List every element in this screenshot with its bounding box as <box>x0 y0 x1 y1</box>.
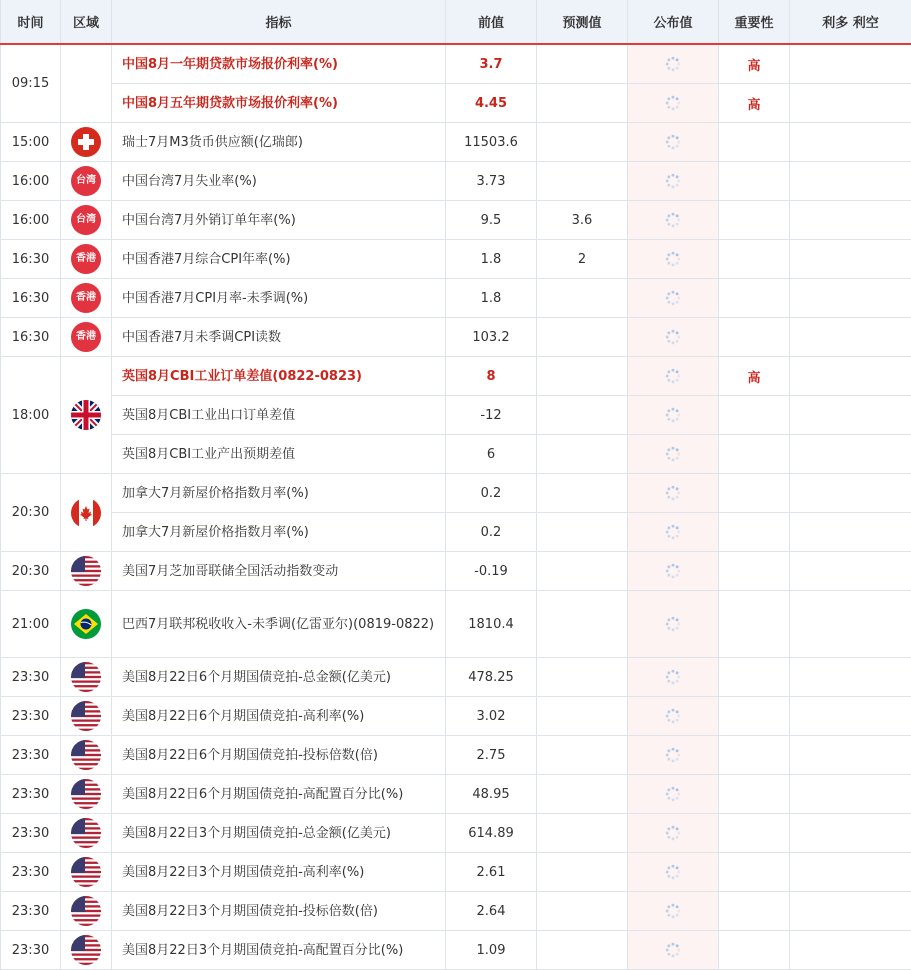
importance-cell <box>719 931 790 970</box>
header-indicator: 指标 <box>112 0 446 44</box>
forecast-cell: 3.6 <box>537 201 628 240</box>
table-row[interactable] <box>1 814 911 853</box>
importance-cell <box>719 814 790 853</box>
bullbear-cell <box>790 474 911 513</box>
bullbear-cell <box>790 513 911 552</box>
us-flag-icon <box>71 896 101 926</box>
region-cell <box>61 552 112 591</box>
importance-cell <box>719 279 790 318</box>
indicator-cell[interactable]: 中国台湾7月失业率(%) <box>112 162 446 201</box>
header-time: 时间 <box>1 0 61 44</box>
published-cell <box>628 513 719 552</box>
importance-cell <box>719 591 790 658</box>
forecast-cell <box>537 775 628 814</box>
importance-cell <box>719 240 790 279</box>
previous-cell: 11503.6 <box>446 123 537 162</box>
indicator-cell[interactable]: 中国台湾7月外销订单年率(%) <box>112 201 446 240</box>
previous-cell: 48.95 <box>446 775 537 814</box>
forecast-cell <box>537 931 628 970</box>
table-row[interactable] <box>1 697 911 736</box>
time-cell: 23:30 <box>1 775 61 814</box>
indicator-cell[interactable]: 中国香港7月CPI月率-未季调(%) <box>112 279 446 318</box>
indicator-cell[interactable]: 美国8月22日3个月期国债竞拍-总金额(亿美元) <box>112 814 446 853</box>
previous-cell: -12 <box>446 396 537 435</box>
bullbear-cell <box>790 318 911 357</box>
time-cell: 15:00 <box>1 123 61 162</box>
forecast-cell <box>537 697 628 736</box>
forecast-cell <box>537 892 628 931</box>
importance-cell <box>719 853 790 892</box>
importance-cell <box>719 162 790 201</box>
previous-cell: 1.09 <box>446 931 537 970</box>
forecast-cell <box>537 513 628 552</box>
time-cell: 23:30 <box>1 931 61 970</box>
loading-spinner-icon <box>664 445 682 463</box>
forecast-cell <box>537 474 628 513</box>
time-cell: 23:30 <box>1 736 61 775</box>
importance-cell <box>719 201 790 240</box>
published-cell <box>628 435 719 474</box>
loading-spinner-icon <box>664 562 682 580</box>
us-flag-icon <box>71 556 101 586</box>
canada-flag-icon <box>71 498 101 528</box>
importance-cell <box>719 513 790 552</box>
published-cell <box>628 318 719 357</box>
loading-spinner-icon <box>664 94 682 112</box>
loading-spinner-icon <box>664 328 682 346</box>
published-cell <box>628 44 719 84</box>
header-row <box>1 0 911 44</box>
table-row[interactable] <box>1 357 911 396</box>
us-flag-icon <box>71 818 101 848</box>
table-row[interactable] <box>1 658 911 697</box>
region-cell <box>61 697 112 736</box>
bullbear-cell <box>790 435 911 474</box>
loading-spinner-icon <box>664 941 682 959</box>
bullbear-cell <box>790 853 911 892</box>
header-published: 公布值 <box>628 0 719 44</box>
forecast-cell <box>537 123 628 162</box>
previous-cell: 2.75 <box>446 736 537 775</box>
published-cell <box>628 396 719 435</box>
bullbear-cell <box>790 814 911 853</box>
us-flag-icon <box>71 662 101 692</box>
indicator-cell[interactable]: 美国8月22日3个月期国债竞拍-高配置百分比(%) <box>112 931 446 970</box>
bullbear-cell <box>790 658 911 697</box>
published-cell <box>628 357 719 396</box>
table-row[interactable] <box>1 123 911 162</box>
time-cell: 16:00 <box>1 162 61 201</box>
region-cell <box>61 814 112 853</box>
table-row[interactable] <box>1 853 911 892</box>
brazil-flag-icon <box>71 609 101 639</box>
published-cell <box>628 123 719 162</box>
region-cell <box>61 474 112 552</box>
indicator-cell[interactable]: 美国8月22日3个月期国债竞拍-高利率(%) <box>112 853 446 892</box>
loading-spinner-icon <box>664 133 682 151</box>
region-cell <box>61 736 112 775</box>
published-cell <box>628 474 719 513</box>
loading-spinner-icon <box>664 211 682 229</box>
bullbear-cell <box>790 591 911 658</box>
previous-cell: 2.61 <box>446 853 537 892</box>
loading-spinner-icon <box>664 406 682 424</box>
region-cell <box>61 931 112 970</box>
bullbear-cell <box>790 775 911 814</box>
time-cell: 23:30 <box>1 814 61 853</box>
indicator-cell[interactable]: 美国8月22日6个月期国债竞拍-总金额(亿美元) <box>112 658 446 697</box>
us-flag-icon <box>71 857 101 887</box>
table-row[interactable] <box>1 162 911 201</box>
indicator-cell[interactable]: 美国8月22日6个月期国债竞拍-高配置百分比(%) <box>112 775 446 814</box>
bullbear-cell <box>790 84 911 123</box>
forecast-cell <box>537 853 628 892</box>
table-row[interactable] <box>1 775 911 814</box>
region-cell <box>61 318 112 357</box>
header-previous: 前值 <box>446 0 537 44</box>
forecast-cell <box>537 357 628 396</box>
time-cell: 16:30 <box>1 318 61 357</box>
taiwan-badge-icon: 台湾 <box>71 166 101 196</box>
bullbear-cell <box>790 931 911 970</box>
table-row[interactable] <box>1 201 911 240</box>
table-row[interactable] <box>1 240 911 279</box>
loading-spinner-icon <box>664 615 682 633</box>
previous-cell: 1.8 <box>446 240 537 279</box>
time-cell: 20:30 <box>1 552 61 591</box>
previous-cell: 8 <box>446 357 537 396</box>
loading-spinner-icon <box>664 707 682 725</box>
importance-cell <box>719 123 790 162</box>
published-cell <box>628 736 719 775</box>
indicator-cell[interactable]: 美国8月22日6个月期国债竞拍-高利率(%) <box>112 697 446 736</box>
table-row[interactable] <box>1 552 911 591</box>
time-cell: 23:30 <box>1 697 61 736</box>
region-cell <box>61 591 112 658</box>
bullbear-cell <box>790 697 911 736</box>
table-row[interactable] <box>1 279 911 318</box>
bullbear-cell <box>790 736 911 775</box>
published-cell <box>628 591 719 658</box>
published-cell <box>628 697 719 736</box>
bullbear-cell <box>790 396 911 435</box>
importance-cell <box>719 552 790 591</box>
previous-cell: 3.02 <box>446 697 537 736</box>
indicator-cell[interactable]: 加拿大7月新屋价格指数月率(%) <box>112 474 446 513</box>
indicator-cell[interactable]: 英国8月CBI工业产出预期差值 <box>112 435 446 474</box>
importance-cell: 高 <box>719 84 790 123</box>
importance-cell <box>719 697 790 736</box>
table-row[interactable] <box>1 736 911 775</box>
previous-cell: 2.64 <box>446 892 537 931</box>
table-row[interactable] <box>1 318 911 357</box>
hongkong-badge-icon: 香港 <box>71 244 101 274</box>
loading-spinner-icon <box>664 367 682 385</box>
loading-spinner-icon <box>664 746 682 764</box>
forecast-cell <box>537 318 628 357</box>
hongkong-badge-icon: 香港 <box>71 283 101 313</box>
table-row[interactable] <box>1 84 911 123</box>
importance-cell <box>719 318 790 357</box>
table-row[interactable] <box>1 591 911 658</box>
region-cell <box>61 853 112 892</box>
published-cell <box>628 162 719 201</box>
indicator-cell[interactable]: 美国8月22日6个月期国债竞拍-投标倍数(倍) <box>112 736 446 775</box>
importance-cell: 高 <box>719 44 790 84</box>
previous-cell: 478.25 <box>446 658 537 697</box>
time-cell: 23:30 <box>1 892 61 931</box>
region-cell <box>61 44 112 123</box>
time-cell: 16:00 <box>1 201 61 240</box>
region-cell <box>61 775 112 814</box>
published-cell <box>628 552 719 591</box>
loading-spinner-icon <box>664 668 682 686</box>
us-flag-icon <box>71 701 101 731</box>
forecast-cell <box>537 162 628 201</box>
forecast-cell <box>537 396 628 435</box>
region-cell <box>61 892 112 931</box>
bullbear-cell <box>790 552 911 591</box>
published-cell <box>628 84 719 123</box>
loading-spinner-icon <box>664 523 682 541</box>
importance-cell <box>719 435 790 474</box>
previous-cell: 3.73 <box>446 162 537 201</box>
loading-spinner-icon <box>664 785 682 803</box>
bullbear-cell <box>790 279 911 318</box>
previous-cell: 4.45 <box>446 84 537 123</box>
us-flag-icon <box>71 740 101 770</box>
published-cell <box>628 240 719 279</box>
indicator-cell[interactable]: 瑞士7月M3货币供应额(亿瑞郎) <box>112 123 446 162</box>
bullbear-cell <box>790 44 911 84</box>
header-forecast: 预测值 <box>537 0 628 44</box>
previous-cell: 0.2 <box>446 513 537 552</box>
bullbear-cell <box>790 162 911 201</box>
importance-cell <box>719 396 790 435</box>
region-cell <box>61 658 112 697</box>
loading-spinner-icon <box>664 902 682 920</box>
forecast-cell: 2 <box>537 240 628 279</box>
bullbear-cell <box>790 240 911 279</box>
previous-cell: 1.8 <box>446 279 537 318</box>
published-cell <box>628 814 719 853</box>
table-row[interactable] <box>1 931 911 970</box>
forecast-cell <box>537 44 628 84</box>
forecast-cell <box>537 591 628 658</box>
published-cell <box>628 931 719 970</box>
region-cell <box>61 201 112 240</box>
indicator-cell[interactable]: 美国7月芝加哥联储全国活动指数变动 <box>112 552 446 591</box>
previous-cell: -0.19 <box>446 552 537 591</box>
time-cell: 18:00 <box>1 357 61 474</box>
forecast-cell <box>537 435 628 474</box>
us-flag-icon <box>71 779 101 809</box>
table-row[interactable] <box>1 44 911 84</box>
time-cell: 09:15 <box>1 44 61 123</box>
previous-cell: 0.2 <box>446 474 537 513</box>
header-region: 区域 <box>61 0 112 44</box>
time-cell: 16:30 <box>1 240 61 279</box>
region-cell <box>61 162 112 201</box>
indicator-cell[interactable]: 中国香港7月综合CPI年率(%) <box>112 240 446 279</box>
region-cell <box>61 123 112 162</box>
indicator-cell[interactable]: 英国8月CBI工业出口订单差值 <box>112 396 446 435</box>
published-cell <box>628 775 719 814</box>
indicator-cell[interactable]: 中国8月一年期贷款市场报价利率(%) <box>112 44 446 84</box>
us-flag-icon <box>71 935 101 965</box>
previous-cell: 9.5 <box>446 201 537 240</box>
indicator-cell[interactable]: 美国8月22日3个月期国债竞拍-投标倍数(倍) <box>112 892 446 931</box>
time-cell: 21:00 <box>1 591 61 658</box>
loading-spinner-icon <box>664 824 682 842</box>
switzerland-flag-icon <box>71 127 101 157</box>
header-bullbear: 利多 利空 <box>790 0 911 44</box>
loading-spinner-icon <box>664 863 682 881</box>
hongkong-badge-icon: 香港 <box>71 322 101 352</box>
time-cell: 23:30 <box>1 658 61 697</box>
loading-spinner-icon <box>664 172 682 190</box>
previous-cell: 614.89 <box>446 814 537 853</box>
importance-cell <box>719 658 790 697</box>
bullbear-cell <box>790 201 911 240</box>
indicator-cell[interactable]: 巴西7月联邦税收收入-未季调(亿雷亚尔)(0819-0822) <box>112 591 446 658</box>
forecast-cell <box>537 736 628 775</box>
region-cell <box>61 357 112 474</box>
importance-cell <box>719 474 790 513</box>
table-row[interactable] <box>1 892 911 931</box>
published-cell <box>628 853 719 892</box>
previous-cell: 3.7 <box>446 44 537 84</box>
uk-flag-icon <box>71 400 101 430</box>
region-cell <box>61 279 112 318</box>
indicator-cell[interactable]: 英国8月CBI工业订单差值(0822-0823) <box>112 357 446 396</box>
published-cell <box>628 658 719 697</box>
loading-spinner-icon <box>664 55 682 73</box>
time-cell: 16:30 <box>1 279 61 318</box>
table-row[interactable] <box>1 513 911 552</box>
previous-cell: 103.2 <box>446 318 537 357</box>
bullbear-cell <box>790 357 911 396</box>
indicator-cell[interactable]: 中国8月五年期贷款市场报价利率(%) <box>112 84 446 123</box>
loading-spinner-icon <box>664 289 682 307</box>
indicator-cell[interactable]: 中国香港7月未季调CPI读数 <box>112 318 446 357</box>
published-cell <box>628 892 719 931</box>
loading-spinner-icon <box>664 250 682 268</box>
header-importance: 重要性 <box>719 0 790 44</box>
previous-cell: 6 <box>446 435 537 474</box>
region-cell <box>61 240 112 279</box>
taiwan-badge-icon: 台湾 <box>71 205 101 235</box>
importance-cell: 高 <box>719 357 790 396</box>
published-cell <box>628 279 719 318</box>
importance-cell <box>719 736 790 775</box>
importance-cell <box>719 775 790 814</box>
forecast-cell <box>537 279 628 318</box>
table-row[interactable] <box>1 396 911 435</box>
bullbear-cell <box>790 892 911 931</box>
importance-cell <box>719 892 790 931</box>
previous-cell: 1810.4 <box>446 591 537 658</box>
forecast-cell <box>537 658 628 697</box>
indicator-cell[interactable]: 加拿大7月新屋价格指数月率(%) <box>112 513 446 552</box>
table-row[interactable] <box>1 435 911 474</box>
table-row[interactable] <box>1 474 911 513</box>
loading-spinner-icon <box>664 484 682 502</box>
time-cell: 20:30 <box>1 474 61 552</box>
forecast-cell <box>537 814 628 853</box>
bullbear-cell <box>790 123 911 162</box>
forecast-cell <box>537 552 628 591</box>
forecast-cell <box>537 84 628 123</box>
time-cell: 23:30 <box>1 853 61 892</box>
published-cell <box>628 201 719 240</box>
